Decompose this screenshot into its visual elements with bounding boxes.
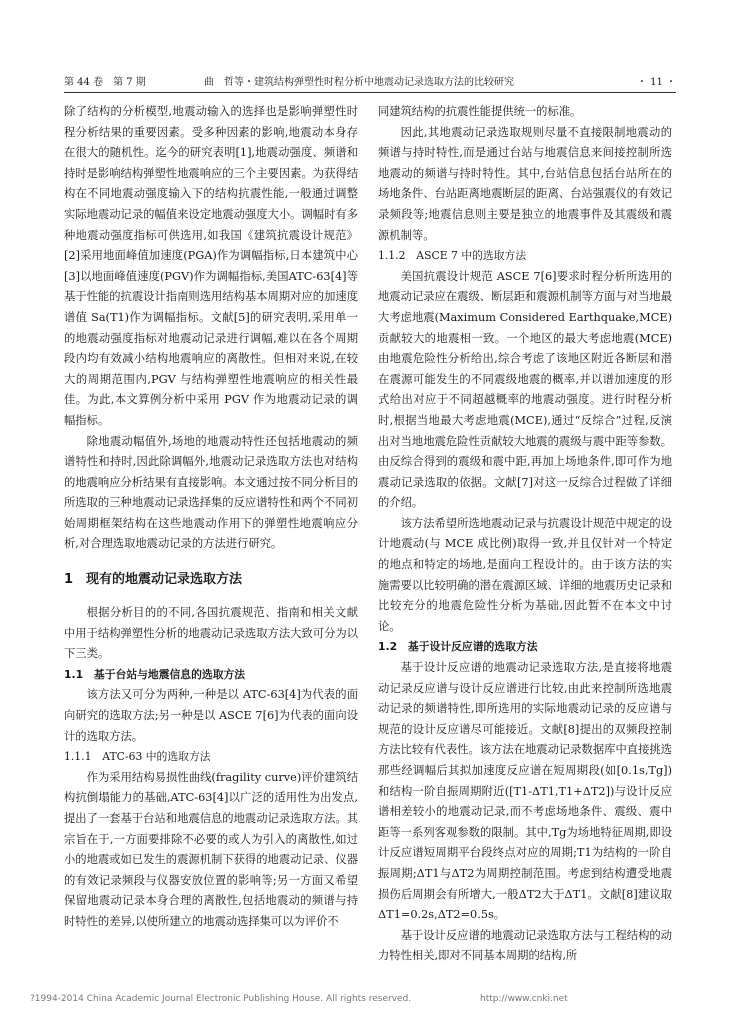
intro-paragraph-2: 除地震动幅值外,场地的地震动特性还包括地震动的频谱特性和持时,因此除调幅外,地震动记录选取方法也对结构的地震响应分析结果有直接影响。本文通过按不同分析目的所选取的三种地震动记录选择集的反应谱特性和两个不同初始周期框架结构在这些地震动作用下的弹塑性地震响应分析,对合理选取地震动记录的方法进行研究。 (64, 434, 358, 551)
page-header (64, 74, 676, 93)
right-paragraph-1: 因此,其地震动记录选取规则尽量不直接限制地震动的频谱与持时特性,而是通过台站与地震信息来间接控制所选地震动的频谱与持时特性。其中,台站信息包括台站所在的场地条件、台站距离地震断层的距离、台站强震仪的有效记录频段等;地震信息则主要是独立的地震事件及其震级和震源机制等。 (378, 125, 672, 242)
section-1-2-paragraph-1: 基于设计反应谱的地震动记录选取方法,是直接将地震动记录反应谱与设计反应谱进行比较,由此来控制所选地震动记录的频谱特性,即所选用的实际地震动记录的反应谱与规范的设计反应谱尽可能接近。文献[8]提出的双频段控制方法比较有代表性。该方法在地震动记录数据库中直接挑选那些经调幅后其拟加速度反应谱在短周期段(如[0.1s,Tg])和结构一阶自振周期附近([T1-ΔT1,T1+ΔT2])与设计反应谱相差较小的地震动记录,而不考虑场地条件、震级、震中距等一系列客观参数的限制。其中,Tg为场地特征周期,即设计反应谱短周期平台段终点对应的周期;T1为结构的一阶自振周期;ΔT1与ΔT2为周期控制范围。考虑到结构遭受地震损伤后周期会有所增大,一般ΔT2大于ΔT1。文献[8]建议取ΔT1=0.2s,ΔT2=0.5s。 (378, 661, 672, 922)
copyright-notice: ?1994-2014 China Academic Journal Electronic Publishing House. All rights reserved. (30, 994, 412, 1004)
section-1-title: 1 现有的地震动记录选取方法 (64, 572, 243, 588)
journal-volume: 第 44 卷 第 7 期 (64, 77, 146, 88)
intro-paragraph-1: 除了结构的分析模型,地震动输入的选择也是影响弹塑性时程分析结果的重要因素。受多种因素的影响,地震动本身存在很大的随机性。迄今的研究表明[1],地震动强度、频谱和持时是影响结构弹塑性地震响应的三个主要因素。为获得结构在不同地震动强度输入下的结构抗震性能,一般通过调整实际地震动记录的幅值来设定地震动强度大小。调幅时有多种地震动强度指标可供选用,如我国《建筑抗震设计规范》[2]采用地面峰值加速度(PGA)作为调幅指标,日本建筑中心[3]以地面峰值速度(PGV)作为调幅指标,美国ATC-63[4]等基于性能的抗震设计指南则选用结构基本周期对应的加速度谱值 Sa(T1)作为调幅指标。文献[5]的研究表明,采用单一的地震动强度指标对地震动记录进行调幅,难以在各个周期段内均有效减小结构地震响应的离散性。但相对来说,在较大的周期范围内,PGV 与结构弹塑性地震响应的相关性最佳。为此,本文算例分析中采用 PGV 作为地震动记录的调幅指标。 (64, 105, 358, 427)
left-column (64, 102, 358, 933)
footer-url[interactable]: http://www.cnki.net (480, 994, 568, 1004)
continued-line: 同建筑结构的抗震性能提供统一的标准。 (378, 105, 582, 118)
page-footer (30, 994, 710, 1004)
section-1-1-1-paragraph: 作为采用结构易损性曲线(fragility curve)评价建筑结构抗倒塌能力的基础,ATC-63[4]以广泛的适用性为出发点,提出了一套基于台站和地震信息的地震动记录选取方法。其宗旨在于,一方面要排除不必要的或人为引入的离散性,如过小的地震或如已发生的震源机制下获得的地震动记录、仪器的有效记录频段与仪器安放位置的影响等;另一方面又希望保留地震动记录本身合理的离散性,包括地震动的频谱与持时特性的差异,以使所建立的地震动选择集可以为评价不 (64, 770, 358, 928)
section-1-1-paragraph: 该方法又可分为两种,一种是以 ATC-63[4]为代表的面向研究的选取方法;另一种是以 ASCE 7[6]为代表的面向设计的选取方法。 (64, 688, 358, 743)
section-1-1-2-title: 1.1.2 ASCE 7 中的选取方法 (378, 249, 527, 263)
section-1-2-paragraph-2: 基于设计反应谱的地震动记录选取方法与工程结构的动力特性相关,即对不同基本周期的结构,所 (378, 928, 672, 963)
running-title: 曲 哲等・建筑结构弹塑性时程分析中地震动记录选取方法的比较研究 (204, 77, 514, 88)
page-number: ・ 11 ・ (636, 77, 676, 88)
section-1-1-title: 1.1 基于台站与地震信息的选取方法 (64, 667, 246, 681)
section-1-1-1-title: 1.1.1 ATC-63 中的选取方法 (64, 750, 211, 764)
right-column (378, 102, 672, 967)
section-1-paragraph: 根据分析目的的不同,各国抗震规范、指南和相关文献中用于结构弹塑性分析的地震动记录选取方法大致可分为以下三类。 (64, 606, 358, 661)
section-1-2-title: 1.2 基于设计反应谱的选取方法 (378, 640, 538, 654)
section-1-1-2-paragraph-2: 该方法希望所选地震动记录与抗震设计规范中规定的设计地震动(与 MCE 成比例)取得一致,并且仅针对一个特定的地点和特定的场地,是面向工程设计的。由于该方法的实施需要以比较明确的潜在震源区域、详细的地震历史记录和比较充分的地震危险性分析为基础,因此暂不在本文中讨论。 (378, 516, 672, 633)
section-1-1-2-paragraph-1: 美国抗震设计规范 ASCE 7[6]要求时程分析所选用的地震动记录应在震级、断层距和震源机制等方面与对当地最大考虑地震(Maximum Considered Earthquake,MCE)贡献较大的地震相一致。一个地区的最大考虑地震(MCE)由地震危险性分析给出,综合考虑了该地区附近各断层和潜在震源可能发生的不同震级地震的概率,并以谱加速度的形式给出对应于不同超越概率的地震动强度。进行时程分析时,根据当地最大考虑地震(MCE),通过“反综合”过程,反演出对当地地震危险性贡献较大地震的震级与震中距等参数。由反综合得到的震级和震中距,再加上场地条件,即可作为地震动记录选取的依据。文献[7]对这一反综合过程做了详细的介绍。 (378, 269, 672, 510)
